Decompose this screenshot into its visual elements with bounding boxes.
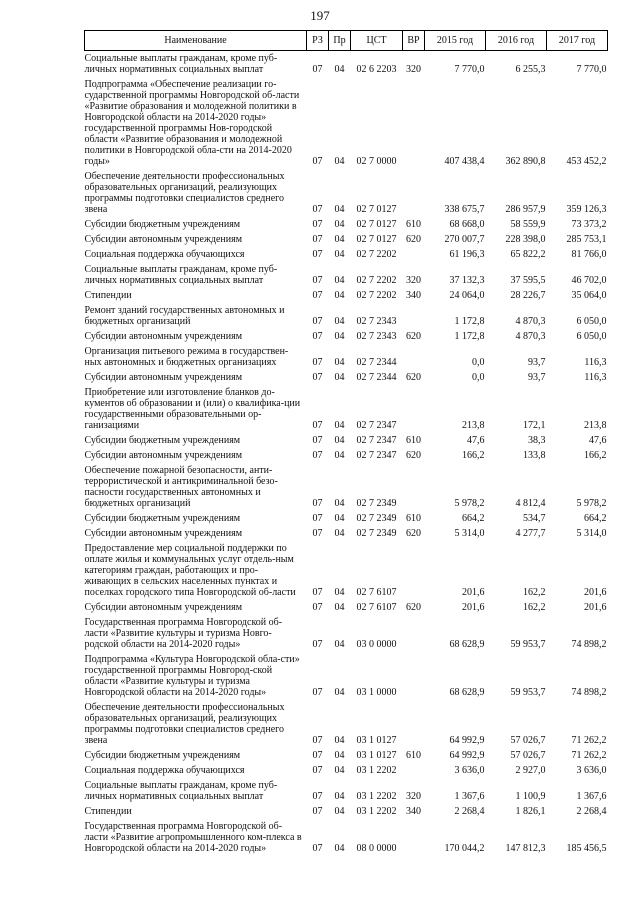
row-vr: 620 (406, 602, 421, 613)
row-vr: 620 (406, 331, 421, 342)
table-row (85, 217, 608, 232)
table-row (85, 169, 608, 217)
row-amount-2016: 57 026,7 (510, 750, 546, 761)
row-amount-2016: 162,2 (523, 602, 546, 613)
row-pr: 04 (334, 331, 345, 342)
row-cst: 02 7 2343 (356, 316, 397, 327)
row-cst: 02 7 0127 (356, 219, 397, 230)
row-name: Социальные выплаты гражданам, кроме пуб-личных нормативных социальных выплат (84, 780, 278, 802)
row-rz: 07 (312, 639, 323, 650)
row-amount-2016: 147 812,3 (505, 843, 546, 854)
row-rz: 07 (312, 498, 323, 509)
row-rz: 07 (312, 513, 323, 524)
row-amount-2016: 57 026,7 (510, 735, 546, 746)
row-name: Субсидии автономным учреждениям (84, 372, 243, 383)
row-amount-2017: 166,2 (584, 450, 607, 461)
row-vr (403, 169, 425, 217)
row-amount-2015: 1 172,8 (454, 331, 485, 342)
row-amount-2015: 7 770,0 (454, 64, 485, 75)
row-amount-2017: 664,2 (584, 513, 607, 524)
row-amount-2015: 166,2 (462, 450, 485, 461)
table-row (85, 700, 608, 748)
row-name: Обеспечение деятельности профессиональных образовательных организаций, реализующих программы подготовки специалистов среднего звена (84, 171, 285, 215)
row-amount-2016: 93,7 (528, 357, 546, 368)
row-rz: 07 (312, 372, 323, 383)
row-amount-2016: 59 953,7 (510, 639, 546, 650)
row-amount-2017: 201,6 (584, 587, 607, 598)
row-vr (403, 344, 425, 370)
row-amount-2016: 6 255,3 (515, 64, 546, 75)
row-amount-2016: 65 822,2 (510, 249, 546, 260)
row-amount-2015: 68 628,9 (449, 639, 485, 650)
table-row (85, 370, 608, 385)
row-amount-2015: 5 978,2 (454, 498, 485, 509)
row-amount-2017: 185 456,5 (566, 843, 607, 854)
row-amount-2015: 407 438,4 (444, 156, 485, 167)
row-rz: 07 (312, 420, 323, 431)
row-amount-2015: 5 314,0 (454, 528, 485, 539)
row-cst: 03 1 2202 (356, 806, 397, 817)
row-amount-2017: 5 978,2 (576, 498, 607, 509)
row-rz: 07 (312, 687, 323, 698)
row-cst: 08 0 0000 (356, 843, 397, 854)
row-name: Государственная программа Новгородской об-ласти «Развитие культуры и туризма Новго-родской области на 2014-2020 годы» (84, 617, 283, 650)
row-amount-2017: 3 636,0 (576, 765, 607, 776)
row-rz: 07 (312, 204, 323, 215)
row-pr: 04 (334, 156, 345, 167)
row-vr (403, 819, 425, 856)
row-rz: 07 (312, 750, 323, 761)
row-name: Обеспечение пожарной безопасности, анти-террористической и антикриминальной безо-пасности государственных автономных и бюджетных организаций (84, 465, 278, 509)
row-name: Подпрограмма «Обеспечение реализации го-сударственной программы Новгородской об-ласти «Развитие образования и молодежной политики в Новгородской области на 2014-2020 годы» государственной программы Нов-городской области «Развитие образования и молодежной политики в Новгородской обла-сти на 2014-2020 годы» (84, 79, 300, 167)
row-pr: 04 (334, 750, 345, 761)
row-cst: 02 7 2347 (356, 435, 397, 446)
row-name: Приобретение или изготовление бланков до-кументов об образовании и (или) о квалифика-ции государственными образовательными ор-ганизациями (84, 387, 301, 431)
row-vr: 620 (406, 528, 421, 539)
row-amount-2015: 64 992,9 (449, 750, 485, 761)
row-cst: 02 7 2347 (356, 420, 397, 431)
column-header-2015: 2015 год (425, 31, 486, 51)
row-rz: 07 (312, 290, 323, 301)
row-rz: 07 (312, 275, 323, 286)
table-body (85, 51, 608, 857)
row-cst: 03 1 0127 (356, 750, 397, 761)
table-row (85, 526, 608, 541)
row-vr: 610 (406, 219, 421, 230)
table-row (85, 463, 608, 511)
row-amount-2015: 338 675,7 (444, 204, 485, 215)
table-row (85, 329, 608, 344)
row-amount-2016: 1 100,9 (515, 791, 546, 802)
row-amount-2017: 453 452,2 (566, 156, 607, 167)
row-rz: 07 (312, 357, 323, 368)
row-vr (403, 615, 425, 652)
row-amount-2016: 93,7 (528, 372, 546, 383)
column-header-cst: ЦСТ (351, 31, 403, 51)
row-pr: 04 (334, 450, 345, 461)
row-amount-2016: 38,3 (528, 435, 546, 446)
table-row (85, 511, 608, 526)
row-amount-2017: 6 050,0 (576, 316, 607, 327)
row-amount-2017: 73 373,2 (571, 219, 607, 230)
row-pr: 04 (334, 639, 345, 650)
row-amount-2017: 35 064,0 (571, 290, 607, 301)
table-row (85, 778, 608, 804)
table-row (85, 232, 608, 247)
row-cst: 02 7 2343 (356, 331, 397, 342)
row-pr: 04 (334, 528, 345, 539)
row-name: Субсидии автономным учреждениям (84, 450, 243, 461)
row-pr: 04 (334, 219, 345, 230)
row-amount-2016: 286 957,9 (505, 204, 546, 215)
row-amount-2016: 4 870,3 (515, 331, 546, 342)
table-row (85, 344, 608, 370)
table-row (85, 615, 608, 652)
row-name: Социальные выплаты гражданам, кроме пуб-личных нормативных социальных выплат (84, 53, 278, 75)
row-amount-2017: 71 262,2 (571, 735, 607, 746)
row-pr: 04 (334, 587, 345, 598)
row-amount-2016: 534,7 (523, 513, 546, 524)
row-amount-2015: 213,8 (462, 420, 485, 431)
row-rz: 07 (312, 156, 323, 167)
row-amount-2017: 7 770,0 (576, 64, 607, 75)
row-amount-2015: 0,0 (472, 357, 485, 368)
table-row (85, 385, 608, 433)
table-row (85, 748, 608, 763)
row-rz: 07 (312, 435, 323, 446)
row-pr: 04 (334, 275, 345, 286)
row-cst: 02 7 0127 (356, 204, 397, 215)
row-rz: 07 (312, 234, 323, 245)
row-vr: 340 (406, 806, 421, 817)
row-name: Субсидии автономным учреждениям (84, 234, 243, 245)
row-amount-2017: 116,3 (584, 357, 607, 368)
row-pr: 04 (334, 204, 345, 215)
row-name: Подпрограмма «Культура Новгородской обла-сти» государственной программы Новгород-ской области «Развитие культуры и туризма Новгородской области на 2014-2020 годы» (84, 654, 300, 698)
row-amount-2015: 64 992,9 (449, 735, 485, 746)
table-row (85, 652, 608, 700)
row-amount-2016: 133,8 (523, 450, 546, 461)
row-name: Предоставление мер социальной поддержки по оплате жилья и коммунальных услуг отдель-ным категориям граждан, работающих и про-живающих в сельских населенных пунктах и поселках городского типа Новгородской об-ласти (84, 543, 296, 598)
table-row (85, 433, 608, 448)
row-pr: 04 (334, 687, 345, 698)
row-cst: 02 7 2347 (356, 450, 397, 461)
row-cst: 02 7 2344 (356, 357, 397, 368)
row-name: Субсидии автономным учреждениям (84, 331, 243, 342)
row-cst: 02 7 2202 (356, 290, 397, 301)
column-header-pr: Пр (329, 31, 351, 51)
row-amount-2015: 201,6 (462, 587, 485, 598)
row-vr (403, 700, 425, 748)
row-pr: 04 (334, 357, 345, 368)
table-row (85, 763, 608, 778)
row-cst: 02 6 2203 (356, 64, 397, 75)
row-amount-2015: 24 064,0 (449, 290, 485, 301)
row-amount-2016: 4 277,7 (515, 528, 546, 539)
row-amount-2015: 2 268,4 (454, 806, 485, 817)
table-row (85, 303, 608, 329)
row-amount-2016: 162,2 (523, 587, 546, 598)
row-amount-2017: 74 898,2 (571, 639, 607, 650)
row-amount-2016: 59 953,7 (510, 687, 546, 698)
row-cst: 03 0 0000 (356, 639, 397, 650)
row-amount-2016: 1 826,1 (515, 806, 546, 817)
row-name: Субсидии бюджетным учреждениям (84, 219, 241, 230)
row-name: Ремонт зданий государственных автономных и бюджетных организаций (84, 305, 285, 327)
row-name: Субсидии бюджетным учреждениям (84, 750, 241, 761)
row-amount-2016: 37 595,5 (510, 275, 546, 286)
row-amount-2016: 28 226,7 (510, 290, 546, 301)
row-amount-2015: 1 367,6 (454, 791, 485, 802)
row-vr: 610 (406, 750, 421, 761)
row-vr (403, 303, 425, 329)
row-cst: 02 7 6107 (356, 602, 397, 613)
row-name: Стипендии (84, 806, 132, 817)
row-amount-2015: 47,6 (467, 435, 485, 446)
row-vr: 620 (406, 234, 421, 245)
row-cst: 03 1 0127 (356, 735, 397, 746)
table-row (85, 600, 608, 615)
row-cst: 02 7 2349 (356, 528, 397, 539)
row-pr: 04 (334, 234, 345, 245)
row-amount-2017: 201,6 (584, 602, 607, 613)
column-header-vr: ВР (403, 31, 425, 51)
row-pr: 04 (334, 602, 345, 613)
row-name: Субсидии бюджетным учреждениям (84, 513, 241, 524)
row-cst: 02 7 0000 (356, 156, 397, 167)
row-rz: 07 (312, 331, 323, 342)
row-name: Социальная поддержка обучающихся (84, 765, 245, 776)
table-row (85, 804, 608, 819)
row-vr: 340 (406, 290, 421, 301)
row-rz: 07 (312, 450, 323, 461)
row-amount-2015: 61 196,3 (449, 249, 485, 260)
row-amount-2015: 1 172,8 (454, 316, 485, 327)
row-rz: 07 (312, 602, 323, 613)
row-rz: 07 (312, 735, 323, 746)
row-vr: 610 (406, 513, 421, 524)
row-amount-2017: 116,3 (584, 372, 607, 383)
row-amount-2016: 4 812,4 (515, 498, 546, 509)
column-header-2016: 2016 год (486, 31, 547, 51)
row-vr (403, 385, 425, 433)
row-amount-2017: 2 268,4 (576, 806, 607, 817)
row-amount-2016: 4 870,3 (515, 316, 546, 327)
row-rz: 07 (312, 316, 323, 327)
row-amount-2015: 68 668,0 (449, 219, 485, 230)
table-row (85, 288, 608, 303)
row-cst: 02 7 2344 (356, 372, 397, 383)
row-amount-2015: 0,0 (472, 372, 485, 383)
row-rz: 07 (312, 765, 323, 776)
row-amount-2017: 71 262,2 (571, 750, 607, 761)
row-amount-2017: 74 898,2 (571, 687, 607, 698)
row-amount-2017: 1 367,6 (576, 791, 607, 802)
row-vr: 320 (406, 275, 421, 286)
row-cst: 02 7 2349 (356, 513, 397, 524)
row-pr: 04 (334, 435, 345, 446)
table-row (85, 819, 608, 856)
row-pr: 04 (334, 513, 345, 524)
row-name: Обеспечение деятельности профессиональных образовательных организаций, реализующих программы подготовки специалистов среднего звена (84, 702, 285, 746)
row-pr: 04 (334, 806, 345, 817)
row-amount-2015: 270 007,7 (444, 234, 485, 245)
row-vr: 620 (406, 372, 421, 383)
row-pr: 04 (334, 765, 345, 776)
row-cst: 02 7 2202 (356, 275, 397, 286)
row-name: Субсидии автономным учреждениям (84, 528, 243, 539)
row-pr: 04 (334, 420, 345, 431)
row-rz: 07 (312, 64, 323, 75)
column-header-rz: РЗ (307, 31, 329, 51)
row-name: Стипендии (84, 290, 132, 301)
row-name: Организация питьевого режима в государствен-ных автономных и бюджетных организациях (84, 346, 289, 368)
row-amount-2015: 664,2 (462, 513, 485, 524)
column-header-2017: 2017 год (547, 31, 608, 51)
budget-table (84, 30, 608, 856)
row-amount-2016: 2 927,0 (515, 765, 546, 776)
table-row (85, 77, 608, 169)
row-rz: 07 (312, 843, 323, 854)
row-vr (403, 247, 425, 262)
table-row (85, 448, 608, 463)
row-amount-2016: 362 890,8 (505, 156, 546, 167)
row-vr (403, 652, 425, 700)
row-amount-2015: 201,6 (462, 602, 485, 613)
row-amount-2016: 58 559,9 (510, 219, 546, 230)
row-vr (403, 541, 425, 600)
row-cst: 03 1 2202 (356, 765, 397, 776)
row-rz: 07 (312, 249, 323, 260)
row-name: Социальная поддержка обучающихся (84, 249, 245, 260)
row-vr: 320 (406, 64, 421, 75)
table-row (85, 541, 608, 600)
row-cst: 03 1 2202 (356, 791, 397, 802)
column-header-name: Наименование (85, 31, 307, 51)
table-header-row (85, 31, 608, 51)
row-pr: 04 (334, 372, 345, 383)
row-amount-2017: 285 753,1 (566, 234, 607, 245)
row-vr (403, 463, 425, 511)
row-cst: 02 7 0127 (356, 234, 397, 245)
row-rz: 07 (312, 219, 323, 230)
row-pr: 04 (334, 498, 345, 509)
row-amount-2017: 213,8 (584, 420, 607, 431)
row-amount-2017: 47,6 (589, 435, 607, 446)
row-pr: 04 (334, 316, 345, 327)
row-pr: 04 (334, 290, 345, 301)
row-name: Субсидии бюджетным учреждениям (84, 435, 241, 446)
row-rz: 07 (312, 528, 323, 539)
page-number: 197 (310, 8, 330, 23)
row-amount-2017: 81 766,0 (571, 249, 607, 260)
row-name: Государственная программа Новгородской об-ласти «Развитие агропромышленного ком-плекса в Новгородской области на 2014-2020 годы» (84, 821, 302, 854)
row-name: Социальные выплаты гражданам, кроме пуб-личных нормативных социальных выплат (84, 264, 278, 286)
row-amount-2017: 5 314,0 (576, 528, 607, 539)
row-pr: 04 (334, 64, 345, 75)
row-amount-2015: 37 132,3 (449, 275, 485, 286)
table-row (85, 262, 608, 288)
row-pr: 04 (334, 791, 345, 802)
row-amount-2016: 172,1 (523, 420, 546, 431)
row-cst: 02 7 2202 (356, 249, 397, 260)
row-rz: 07 (312, 806, 323, 817)
table-row (85, 247, 608, 262)
row-pr: 04 (334, 843, 345, 854)
row-amount-2017: 359 126,3 (566, 204, 607, 215)
row-vr (403, 77, 425, 169)
row-name: Субсидии автономным учреждениям (84, 602, 243, 613)
row-vr (403, 763, 425, 778)
row-amount-2015: 170 044,2 (444, 843, 485, 854)
row-pr: 04 (334, 735, 345, 746)
row-amount-2015: 3 636,0 (454, 765, 485, 776)
row-cst: 02 7 2349 (356, 498, 397, 509)
row-pr: 04 (334, 249, 345, 260)
row-amount-2017: 6 050,0 (576, 331, 607, 342)
table-row (85, 51, 608, 78)
row-cst: 02 7 6107 (356, 587, 397, 598)
row-rz: 07 (312, 791, 323, 802)
row-vr: 620 (406, 450, 421, 461)
row-amount-2017: 46 702,0 (571, 275, 607, 286)
row-cst: 03 1 0000 (356, 687, 397, 698)
row-rz: 07 (312, 587, 323, 598)
row-vr: 320 (406, 791, 421, 802)
row-amount-2016: 228 398,0 (505, 234, 546, 245)
row-amount-2015: 68 628,9 (449, 687, 485, 698)
row-vr: 610 (406, 435, 421, 446)
